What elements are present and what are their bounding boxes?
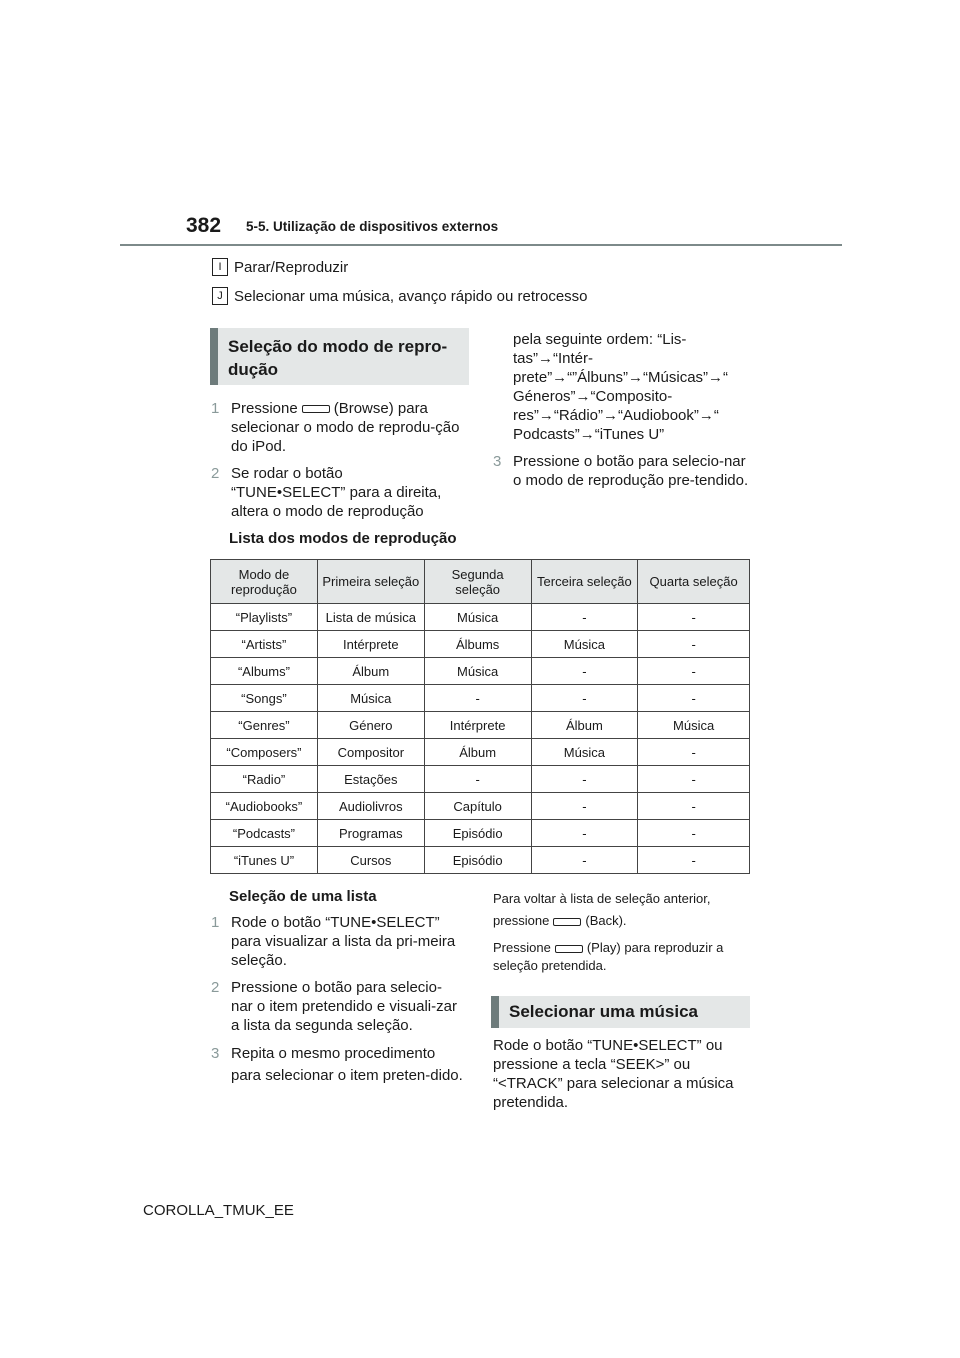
table-header-cell: Primeira seleção: [317, 560, 424, 604]
table-cell: -: [531, 604, 638, 631]
note-text-before: Pressione: [493, 940, 551, 955]
browse-button-icon: [302, 405, 330, 413]
header-rule: [120, 244, 842, 246]
table-cell: -: [638, 820, 750, 847]
key-item-i: [212, 258, 348, 276]
song-heading: Selecionar uma música: [491, 996, 750, 1028]
table-cell: -: [638, 658, 750, 685]
table-row: [211, 847, 750, 874]
step-text: Pressione o botão para selecio-nar o item pretendido e visuali-zar a lista da segunda seleção.: [231, 979, 457, 1034]
table-cell: -: [424, 766, 531, 793]
mode-heading: Seleção do modo de repro-dução: [210, 328, 469, 385]
list-title: Seleção de uma lista: [229, 888, 377, 905]
list-step-2: [211, 978, 463, 1035]
mode-step-3: [493, 452, 751, 490]
table-cell: Programas: [317, 820, 424, 847]
note-play: [493, 939, 749, 975]
table-row: [211, 631, 750, 658]
play-button-icon: [555, 945, 583, 953]
table-cell: -: [638, 631, 750, 658]
table-cell: Música: [531, 631, 638, 658]
step-text: Repita o mesmo procedimento para selecionar o item preten-dido.: [231, 1045, 463, 1084]
table-cell: Episódio: [424, 847, 531, 874]
table-cell: Estações: [317, 766, 424, 793]
section-title: 5-5. Utilização de dispositivos externos: [246, 219, 499, 234]
key-text: Parar/Reproduzir: [234, 258, 349, 276]
table-cell: “Genres”: [211, 712, 318, 739]
back-button-icon: [553, 918, 581, 926]
table-cell: Intérprete: [317, 631, 424, 658]
footer-model: COROLLA_TMUK_EE: [143, 1202, 294, 1219]
step-number: 3: [493, 453, 502, 470]
table-cell: Álbums: [424, 631, 531, 658]
table-cell: “Composers”: [211, 739, 318, 766]
table-cell: Música: [317, 685, 424, 712]
table-cell: “Songs”: [211, 685, 318, 712]
step-number: 3: [211, 1045, 220, 1062]
table-row: [211, 685, 750, 712]
note-text-after: (Back).: [585, 913, 627, 928]
table-row: [211, 766, 750, 793]
playback-modes-table: [210, 559, 750, 874]
table-cell: -: [531, 847, 638, 874]
mode-step-2: [211, 464, 461, 521]
table-cell: -: [638, 793, 750, 820]
table-header-row: [211, 560, 750, 604]
step-number: 2: [211, 979, 220, 996]
table-cell: Intérprete: [424, 712, 531, 739]
table-cell: Música: [424, 658, 531, 685]
list-step-1: [211, 913, 463, 970]
step-text: Rode o botão “TUNE•SELECT” para visualizar a lista da pri-meira seleção.: [231, 914, 456, 969]
step-text: Pressione o botão para selecio-nar o modo de reprodução pre-tendido.: [513, 453, 749, 489]
table-cell: “Audiobooks”: [211, 793, 318, 820]
table-cell: “Podcasts”: [211, 820, 318, 847]
table-cell: Episódio: [424, 820, 531, 847]
note-text-after: (Play) para reproduzir a seleção pretendida.: [493, 940, 724, 973]
table-cell: -: [638, 766, 750, 793]
table-cell: -: [531, 766, 638, 793]
mode-order-text: pela seguinte ordem: “Lis-tas”→“Intér-prete”→“”Álbuns”→“Músicas”→“ Géneros”→“Composito-res”→“Rádio”→“Audiobook”→“ Podcasts”→“iTunes U”: [513, 331, 729, 443]
page-number: 382: [186, 214, 222, 237]
key-letter: J: [212, 287, 228, 305]
table-cell: -: [424, 685, 531, 712]
table-cell: Álbum: [531, 712, 638, 739]
table-header-cell: Modo de reprodução: [211, 560, 318, 604]
table-cell: Álbum: [424, 739, 531, 766]
mode-step-1: [211, 399, 461, 456]
key-letter: I: [212, 258, 228, 276]
step-text-before: Pressione: [231, 400, 298, 417]
table-cell: -: [531, 820, 638, 847]
table-row: [211, 793, 750, 820]
key-text: Selecionar uma música, avanço rápido ou retrocesso: [234, 287, 588, 305]
table-cell: Música: [531, 739, 638, 766]
table-cell: “iTunes U”: [211, 847, 318, 874]
table-cell: -: [638, 847, 750, 874]
list-step-3: [211, 1043, 463, 1087]
table-row: [211, 712, 750, 739]
key-item-j: [212, 287, 588, 305]
table-cell: “Playlists”: [211, 604, 318, 631]
table-row: [211, 604, 750, 631]
table-cell: -: [531, 658, 638, 685]
step-number: 2: [211, 465, 220, 482]
table-header-cell: Quarta seleção: [638, 560, 750, 604]
table-cell: -: [638, 604, 750, 631]
table-title: Lista dos modos de reprodução: [229, 530, 457, 547]
table-cell: Audiolivros: [317, 793, 424, 820]
table-cell: “Artists”: [211, 631, 318, 658]
table-cell: -: [638, 739, 750, 766]
table-header-cell: Segunda seleção: [424, 560, 531, 604]
table-cell: Género: [317, 712, 424, 739]
table-cell: Lista de música: [317, 604, 424, 631]
table-cell: -: [638, 685, 750, 712]
table-cell: -: [531, 685, 638, 712]
table-row: [211, 739, 750, 766]
table-cell: “Radio”: [211, 766, 318, 793]
table-cell: Álbum: [317, 658, 424, 685]
table-row: [211, 658, 750, 685]
table-cell: Música: [638, 712, 750, 739]
step-text-after: (Browse) para selecionar o modo de reprodu-ção do iPod.: [231, 400, 460, 455]
table-cell: “Albums”: [211, 658, 318, 685]
table-cell: Compositor: [317, 739, 424, 766]
step-number: 1: [211, 400, 220, 417]
table-cell: Cursos: [317, 847, 424, 874]
table-cell: Capítulo: [424, 793, 531, 820]
note-back: [493, 888, 749, 932]
note-text-before: Para voltar à lista de seleção anterior, pressione: [493, 891, 711, 928]
table-header-cell: Terceira seleção: [531, 560, 638, 604]
table-cell: -: [531, 793, 638, 820]
step-text: Se rodar o botão “TUNE•SELECT” para a direita, altera o modo de reprodução: [231, 465, 442, 520]
step-number: 1: [211, 914, 220, 931]
table-cell: Música: [424, 604, 531, 631]
table-row: [211, 820, 750, 847]
song-text: Rode o botão “TUNE•SELECT” ou pressione a tecla “SEEK>” ou “<TRACK” para selecionar a música pretendida.: [493, 1037, 734, 1111]
